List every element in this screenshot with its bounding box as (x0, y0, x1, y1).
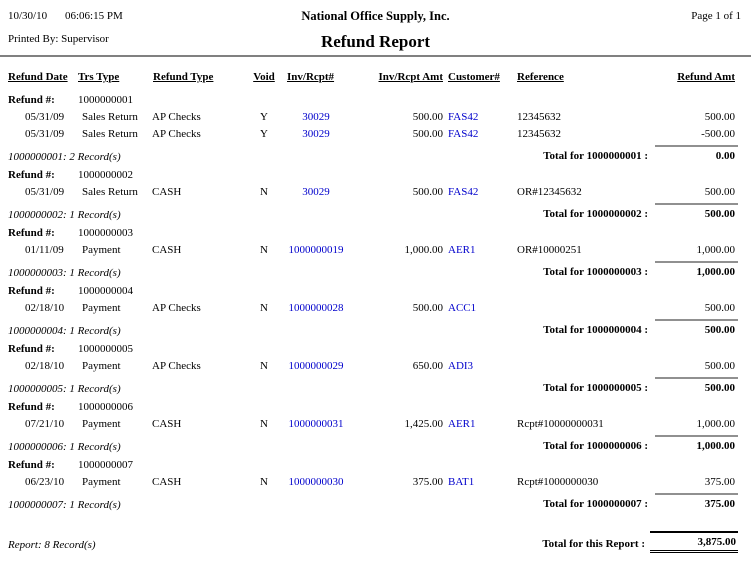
refund-type-cell: CASH (152, 244, 182, 256)
trs-type-cell: Payment (82, 360, 121, 372)
group-total-amount: 0.00 (715, 150, 735, 162)
inv-rcpt-link[interactable]: 30029 (302, 186, 330, 198)
group-record-count: 1000000003: 1 Record(s) (8, 267, 121, 279)
col-reference: Reference (517, 71, 564, 83)
group-total-amount: 1,000.00 (696, 266, 735, 278)
void-cell: N (260, 244, 268, 256)
group-total-amount: 500.00 (704, 382, 735, 394)
page-indicator: Page 1 of 1 (691, 10, 741, 22)
customer-link[interactable]: FAS42 (448, 111, 479, 123)
report-record-count: Report: 8 Record(s) (8, 539, 96, 551)
refund-group (0, 399, 751, 457)
trs-type-cell: Sales Return (82, 128, 138, 140)
group-total-label: Total for 1000000004 : (543, 324, 648, 336)
group-record-count: 1000000002: 1 Record(s) (8, 209, 121, 221)
refund-date-cell: 05/31/09 (25, 186, 65, 198)
refund-amt-cell: 500.00 (704, 302, 735, 314)
reference-cell: OR#10000251 (517, 244, 582, 256)
refund-group-header (0, 167, 751, 184)
customer-link[interactable]: ADI3 (448, 360, 474, 372)
refund-group-header (0, 457, 751, 474)
refund-row (0, 109, 751, 126)
refund-group (0, 341, 751, 399)
refund-row (0, 300, 751, 317)
group-total-rule (655, 261, 738, 263)
inv-rcpt-link[interactable]: 30029 (302, 128, 330, 140)
inv-rcpt-link[interactable]: 30029 (302, 111, 330, 123)
inv-rcpt-link[interactable]: 1000000031 (288, 418, 344, 430)
refund-group-rows (0, 109, 751, 143)
col-inv-rcpt-amt: Inv/Rcpt Amt (378, 71, 443, 83)
refund-row (0, 126, 751, 143)
inv-rcpt-amt-cell: 650.00 (412, 360, 443, 372)
inv-rcpt-amt-cell: 1,425.00 (404, 418, 443, 430)
refund-number-label: Refund #: (8, 343, 55, 355)
inv-rcpt-amt-cell: 500.00 (412, 186, 443, 198)
col-trs-type: Trs Type (78, 71, 120, 83)
refund-group-rows (0, 184, 751, 201)
refund-type-cell: AP Checks (152, 302, 201, 314)
refund-date-cell: 02/18/10 (25, 302, 65, 314)
void-cell: Y (260, 111, 268, 123)
refund-type-cell: AP Checks (152, 360, 201, 372)
inv-rcpt-amt-cell: 500.00 (412, 111, 443, 123)
refund-group (0, 225, 751, 283)
report-total-amount: 3,875.00 (650, 531, 738, 553)
customer-link[interactable]: AER1 (448, 244, 476, 256)
refund-group-total-row (0, 143, 751, 167)
refund-amt-cell: 500.00 (704, 360, 735, 372)
reference-cell: OR#12345632 (517, 186, 582, 198)
printed-by: Printed By: Supervisor (8, 33, 109, 45)
group-total-amount: 500.00 (704, 324, 735, 336)
inv-rcpt-amt-cell: 1,000.00 (404, 244, 443, 256)
refund-group-total-row (0, 491, 751, 515)
refund-group-total-row (0, 259, 751, 283)
report-footer (0, 521, 751, 566)
refund-type-cell: AP Checks (152, 128, 201, 140)
group-total-amount: 375.00 (704, 498, 735, 510)
refund-number-value: 1000000006 (78, 401, 133, 413)
group-total-amount: 500.00 (704, 208, 735, 220)
customer-link[interactable]: FAS42 (448, 186, 479, 198)
col-void: Void (253, 71, 275, 83)
void-cell: Y (260, 128, 268, 140)
refund-number-value: 1000000003 (78, 227, 133, 239)
refund-group-rows (0, 242, 751, 259)
refund-amt-cell: -500.00 (701, 128, 735, 140)
refund-row (0, 358, 751, 375)
refund-number-label: Refund #: (8, 94, 55, 106)
col-customer: Customer# (448, 71, 500, 83)
group-record-count: 1000000007: 1 Record(s) (8, 499, 121, 511)
group-total-label: Total for 1000000001 : (543, 150, 648, 162)
refund-number-label: Refund #: (8, 401, 55, 413)
void-cell: N (260, 476, 268, 488)
refund-group-rows (0, 416, 751, 433)
col-refund-amt: Refund Amt (677, 71, 735, 83)
group-total-label: Total for 1000000005 : (543, 382, 648, 394)
refund-number-label: Refund #: (8, 285, 55, 297)
group-total-rule (655, 203, 738, 205)
void-cell: N (260, 360, 268, 372)
refund-number-label: Refund #: (8, 169, 55, 181)
group-total-amount: 1,000.00 (696, 440, 735, 452)
refund-group-total-row (0, 433, 751, 457)
refund-number-value: 1000000001 (78, 94, 133, 106)
refund-number-label: Refund #: (8, 459, 55, 471)
group-total-label: Total for 1000000007 : (543, 498, 648, 510)
customer-link[interactable]: BAT1 (448, 476, 475, 488)
refund-group-header (0, 341, 751, 358)
refund-amt-cell: 500.00 (704, 186, 735, 198)
refund-group (0, 92, 751, 167)
trs-type-cell: Payment (82, 476, 121, 488)
refund-date-cell: 01/11/09 (25, 244, 64, 256)
group-total-label: Total for 1000000003 : (543, 266, 648, 278)
refund-amt-cell: 1,000.00 (696, 244, 735, 256)
inv-rcpt-link[interactable]: 1000000029 (288, 360, 344, 372)
refund-number-value: 1000000007 (78, 459, 133, 471)
inv-rcpt-link[interactable]: 1000000030 (288, 476, 344, 488)
refund-type-cell: CASH (152, 186, 182, 198)
refund-group-rows (0, 474, 751, 491)
refund-group (0, 283, 751, 341)
refund-type-cell: CASH (152, 418, 182, 430)
group-total-rule (655, 493, 738, 495)
refund-date-cell: 06/23/10 (25, 476, 65, 488)
inv-rcpt-amt-cell: 375.00 (412, 476, 443, 488)
refund-group-header (0, 92, 751, 109)
inv-rcpt-amt-cell: 500.00 (412, 302, 443, 314)
refund-row (0, 416, 751, 433)
column-header-row (0, 71, 751, 88)
customer-link[interactable]: ACC1 (448, 302, 477, 314)
reference-cell: Rcpt#10000000031 (517, 418, 604, 430)
report-time: 06:06:15 PM (65, 10, 123, 22)
group-record-count: 1000000004: 1 Record(s) (8, 325, 121, 337)
refund-group-header (0, 399, 751, 416)
group-total-rule (655, 435, 738, 437)
trs-type-cell: Sales Return (82, 111, 138, 123)
void-cell: N (260, 186, 268, 198)
refund-number-value: 1000000005 (78, 343, 133, 355)
refund-group-rows (0, 358, 751, 375)
refund-number-value: 1000000002 (78, 169, 133, 181)
group-total-label: Total for 1000000002 : (543, 208, 648, 220)
refund-group-total-row (0, 317, 751, 341)
trs-type-cell: Payment (82, 418, 121, 430)
group-record-count: 1000000001: 2 Record(s) (8, 151, 121, 163)
refund-date-cell: 05/31/09 (25, 128, 65, 140)
group-total-label: Total for 1000000006 : (543, 440, 648, 452)
col-refund-type: Refund Type (153, 71, 214, 83)
refund-group (0, 457, 751, 515)
reference-cell: Rcpt#1000000030 (517, 476, 599, 488)
refund-row (0, 474, 751, 491)
report-total-label: Total for this Report : (542, 538, 645, 550)
group-total-rule (655, 319, 738, 321)
refund-group-total-row (0, 201, 751, 225)
refund-amt-cell: 1,000.00 (696, 418, 735, 430)
groups (0, 92, 751, 566)
void-cell: N (260, 418, 268, 430)
refund-number-label: Refund #: (8, 227, 55, 239)
refund-row (0, 242, 751, 259)
refund-number-value: 1000000004 (78, 285, 133, 297)
refund-amt-cell: 375.00 (704, 476, 735, 488)
col-inv-rcpt: Inv/Rcpt# (287, 71, 335, 83)
refund-group-total-row (0, 375, 751, 399)
inv-rcpt-link[interactable]: 1000000019 (288, 244, 344, 256)
report-title: Refund Report (320, 32, 431, 51)
void-cell: N (260, 302, 268, 314)
reference-cell: 12345632 (517, 111, 561, 123)
company-name: National Office Supply, Inc. (301, 9, 450, 23)
customer-link[interactable]: FAS42 (448, 128, 479, 140)
inv-rcpt-amt-cell: 500.00 (412, 128, 443, 140)
refund-type-cell: CASH (152, 476, 182, 488)
group-record-count: 1000000006: 1 Record(s) (8, 441, 121, 453)
refund-group-rows (0, 300, 751, 317)
refund-group (0, 167, 751, 225)
refund-date-cell: 07/21/10 (25, 418, 65, 430)
trs-type-cell: Sales Return (82, 186, 138, 198)
report-date: 10/30/10 (8, 10, 48, 22)
refund-date-cell: 05/31/09 (25, 111, 65, 123)
group-total-rule (655, 145, 738, 147)
group-total-rule (655, 377, 738, 379)
refund-date-cell: 02/18/10 (25, 360, 65, 372)
refund-row (0, 184, 751, 201)
refund-group-header (0, 225, 751, 242)
reference-cell: 12345632 (517, 128, 561, 140)
trs-type-cell: Payment (82, 244, 121, 256)
col-refund-date: Refund Date (8, 71, 68, 83)
trs-type-cell: Payment (82, 302, 121, 314)
group-record-count: 1000000005: 1 Record(s) (8, 383, 121, 395)
header-divider (0, 55, 751, 57)
refund-type-cell: AP Checks (152, 111, 201, 123)
refund-group-header (0, 283, 751, 300)
inv-rcpt-link[interactable]: 1000000028 (288, 302, 344, 314)
refund-amt-cell: 500.00 (704, 111, 735, 123)
customer-link[interactable]: AER1 (448, 418, 476, 430)
